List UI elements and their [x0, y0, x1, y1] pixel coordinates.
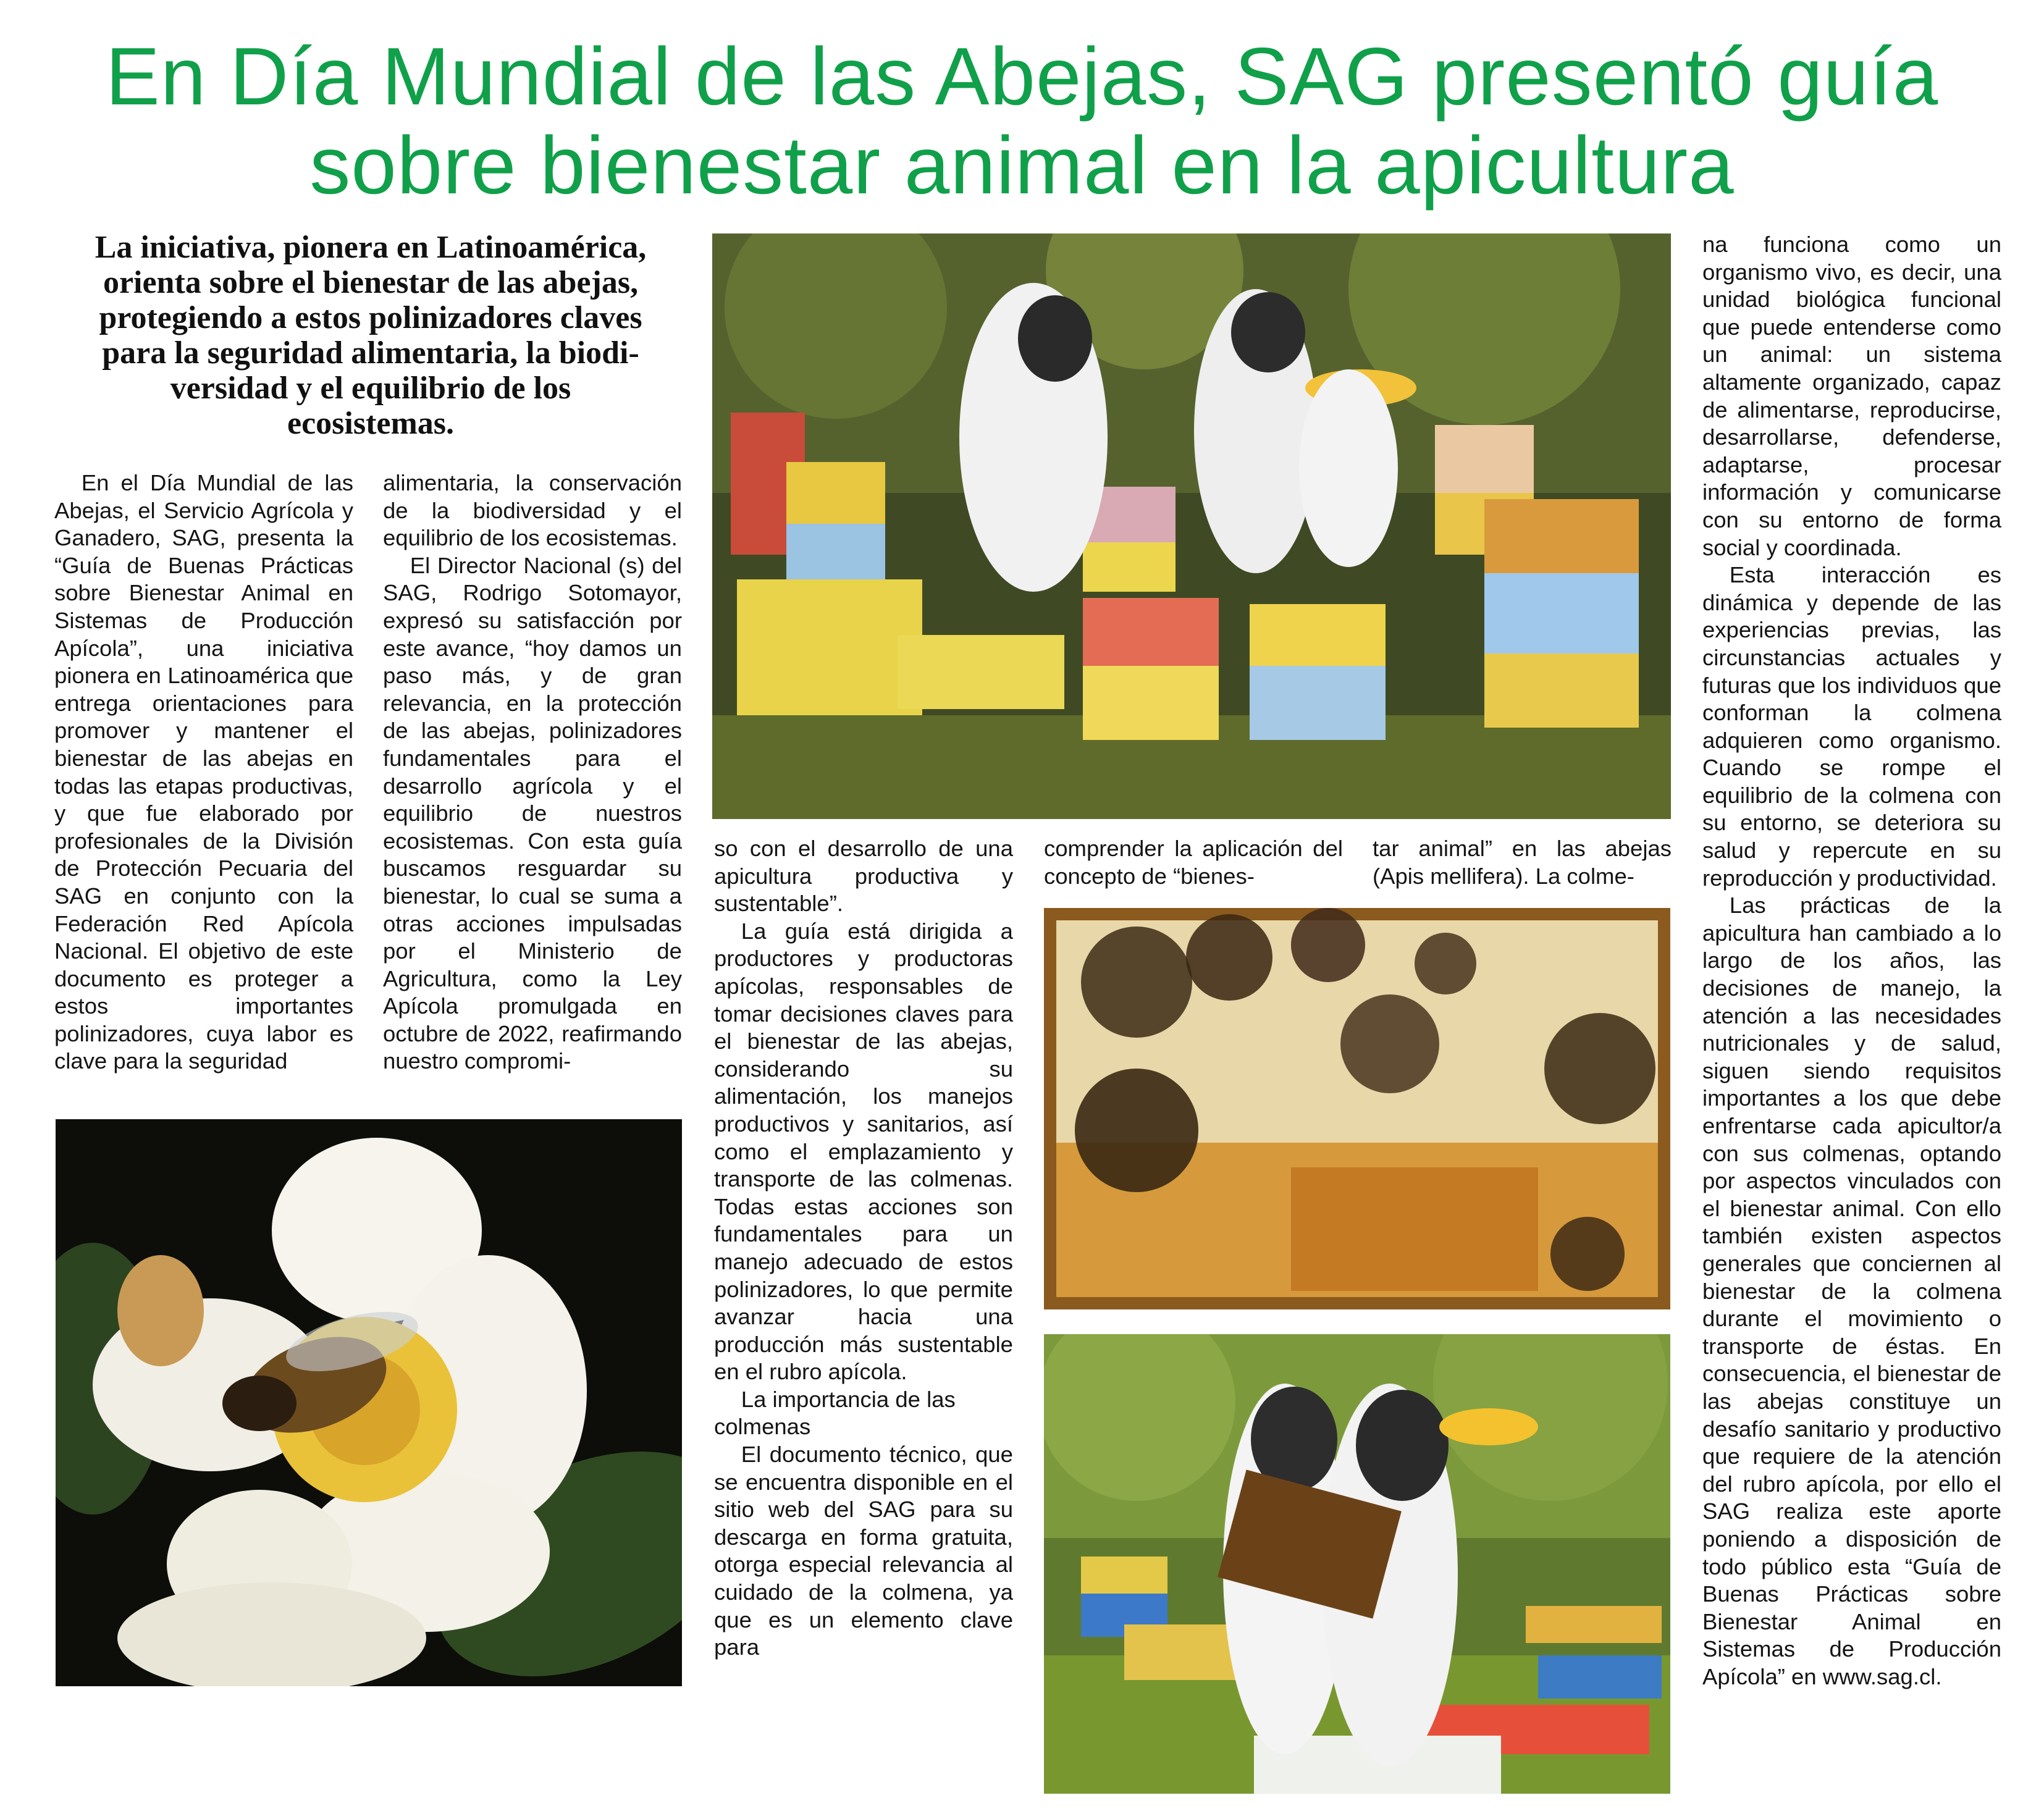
paragraph: alimentaria, la conservación de la biodiversidad y el equilibrio de los ecosistemas. — [383, 470, 682, 551]
article-column-2 — [383, 469, 682, 1075]
paragraph: El documento técnico, que se encuentra disponible en el sitio web del SAG para su descarga en forma gratuita, otorga especial relevancia al cuidado de la colmena, ya que es un elemento clave para — [714, 1442, 1013, 1660]
beekeepers-inspection-photo — [1044, 1334, 1670, 1794]
paragraph: El Director Nacional (s) del SAG, Rodrigo Sotomayor, expresó su satisfacción por este avance, “hoy damos un paso más, y de gran relevancia, en la protección de las abejas, polinizadores fundamentales para el desarrollo agrícola y el equilibrio de nuestros ecosistemas. Con esta guía buscamos resguardar su bienestar, lo cual se suma a otras acciones impulsadas por el Ministerio de Agricultura, como la Ley Apícola promulgada en octubre de 2022, reafirmando nuestro compromi- — [383, 552, 682, 1074]
article-column-3 — [714, 835, 1013, 1662]
lead-line-2: orienta sobre el bienestar de las abejas, — [103, 265, 639, 300]
lead-line-6: ecosistemas. — [287, 406, 455, 441]
headline-line-1: En Día Mundial de las Abejas, SAG presentó guía — [105, 31, 1939, 122]
article-column-1 — [54, 469, 353, 1075]
bee-flower-image — [56, 1119, 682, 1686]
subheading: La importancia de las colmenas — [714, 1386, 956, 1440]
lead-line-3: protegiendo a estos polinizadores claves — [99, 300, 642, 335]
article-column-4 — [1044, 835, 1343, 890]
headline — [0, 32, 2044, 210]
paragraph: comprender la aplicación del concepto de “bienes- — [1044, 836, 1343, 889]
paragraph: na funciona como un organismo vivo, es decir, una unidad biológica funcional que puede entenderse como un animal: un sistema altamente organizado, capaz de alimentarse, reproducirse, desarrollarse, defenderse, adaptarse, procesar información y comunicarse con su entorno de forma social y coordinada. — [1702, 232, 2001, 560]
lead-line-4: para la seguridad alimentaria, la biodi- — [102, 335, 639, 371]
lead-paragraph — [59, 230, 683, 441]
headline-line-2: sobre bienestar animal en la apicultura — [309, 120, 1735, 211]
honeycomb-bees-photo — [1044, 908, 1670, 1309]
paragraph: Esta interacción es dinámica y depende de las experiencias previas, las circunstancias actuales y futuras que los individuos que conforman la colmena adquieren como organismo. Cuando se rompe el equilibrio de la colmena con su entorno, se deteriora su salud y repercute en su reproducción y productividad. — [1702, 562, 2001, 891]
lead-line-5: versidad y el equilibrio de los — [170, 371, 571, 406]
article-column-5 — [1373, 835, 1672, 890]
honeycomb-image — [1044, 908, 1670, 1309]
beekeepers-hives-image — [712, 233, 1671, 819]
paragraph: tar animal” en las abejas (Apis mellifera). La colme- — [1373, 836, 1672, 889]
paragraph: La guía está dirigida a productores y productoras apícolas, responsables de tomar decisiones claves para el bienestar de las abejas, considerando su alimentación, los manejos productivos y sanitarios, así como el emplazamiento y transporte de las colmenas. Todas estas acciones son fundamentales para un manejo adecuado de estos polinizadores, lo que permite avanzar hacia una producción más sustentable en el rubro apícola. — [714, 918, 1013, 1385]
paragraph: Las prácticas de la apicultura han cambiado a lo largo de los años, las decisiones de manejo, la atención a las necesidades nutricionales y de salud, siguen siendo requisitos importantes a los que debe enfrentarse cada apicultor/a con sus colmenas, optando por aspectos vinculados con el bienestar animal. Con ello también existen aspectos generales que conciernen al bienestar de la colmena durante el movimiento o transporte de éstas. En consecuencia, el bienestar de las abejas constituye un desafío sanitario y productivo que requiere de la atención del rubro apícola, por ello el SAG realiza este aporte poniendo a disposición de todo público esta “Guía de Buenas Prácticas sobre Bienestar Animal en Sistemas de Producción Apícola” en www.sag.cl. — [1702, 893, 2001, 1689]
lead-line-1: La iniciativa, pionera en Latinoamérica, — [95, 230, 647, 265]
paragraph: En el Día Mundial de las Abejas, el Servicio Agrícola y Ganadero, SAG, presenta la “Guía de Buenas Prácticas sobre Bienestar Animal en Sistemas de Producción Apícola”, una iniciativa pionera en Latinoamérica que entrega orientaciones para promover y mantener el bienestar de las abejas en todas las etapas productivas, y que fue elaborado por profesionales de la División de Protección Pecuaria del SAG en conjunto con la Federación Red Apícola Nacional. El objetivo de este documento es proteger a estos importantes polinizadores, cuya labor es clave para la seguridad — [54, 470, 353, 1074]
bee-on-flower-photo — [56, 1119, 682, 1686]
article-column-6 — [1702, 231, 2001, 1691]
beekeepers-inspection-image — [1044, 1334, 1670, 1794]
beekeepers-hives-photo — [712, 233, 1671, 819]
paragraph: so con el desarrollo de una apicultura productiva y sustentable”. — [714, 836, 1013, 917]
